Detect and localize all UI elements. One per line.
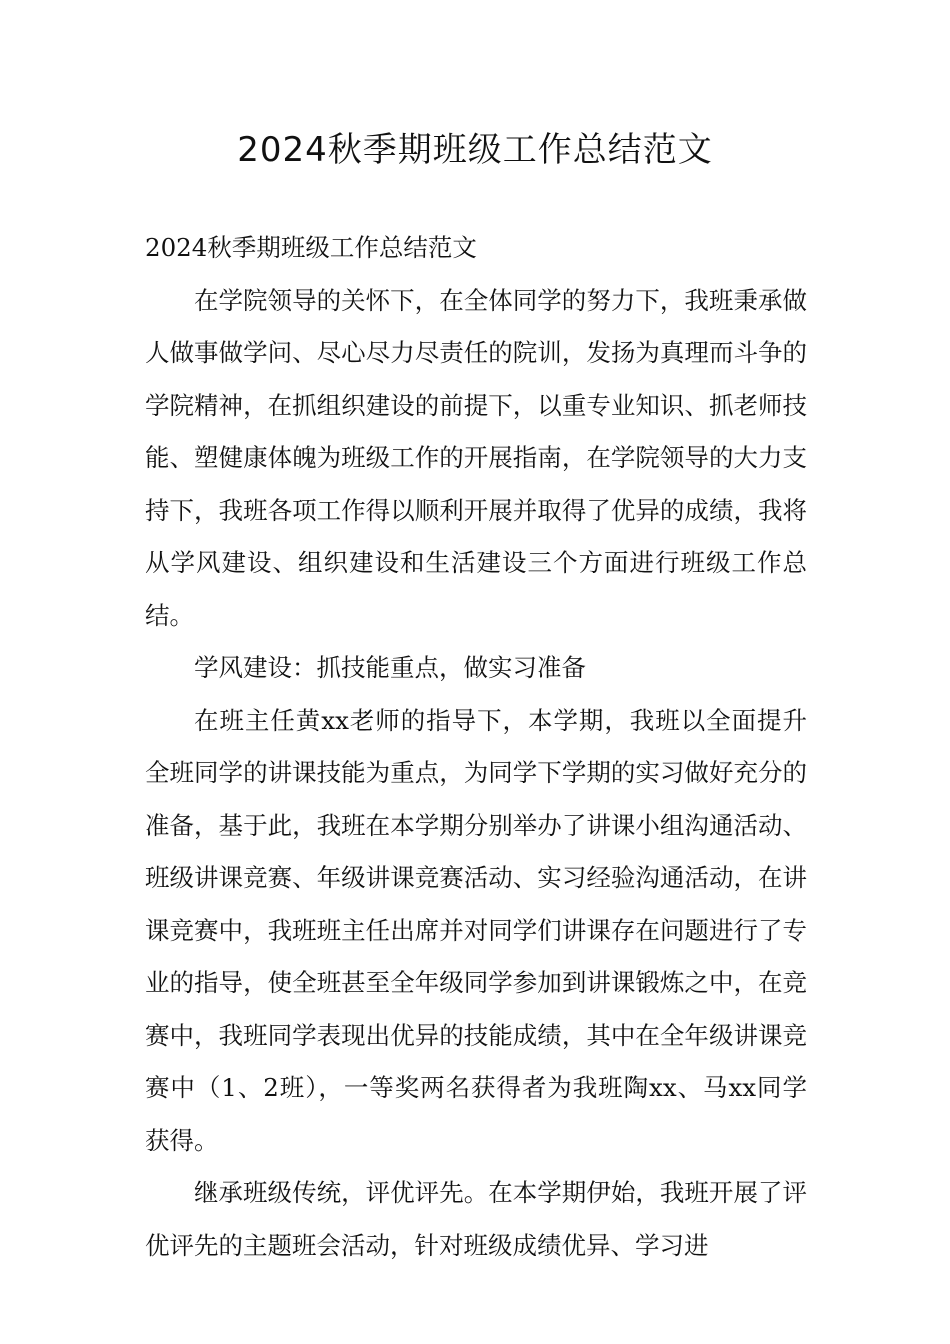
subtitle-paragraph: 2024秋季期班级工作总结范文 <box>145 233 477 262</box>
document-body <box>145 222 807 1272</box>
body-paragraph: 在班主任黄xx老师的指导下，本学期，我班以全面提升全班同学的讲课技能为重点，为同学下学期的实习做好充分的准备，基于此，我班在本学期分别举办了讲课小组沟通活动、班级讲课竞赛、年级讲课竞赛活动、实习经验沟通活动，在讲课竞赛中，我班班主任出席并对同学们讲课存在问题进行了专业的指导，使全班甚至全年级同学参加到讲课锻炼之中，在竞赛中，我班同学表现出优异的技能成绩，其中在全年级讲课竞赛中（1、2班），一等奖两名获得者为我班陶xx、马xx同学获得。 <box>145 705 807 1155</box>
body-paragraph: 继承班级传统，评优评先。在本学期伊始，我班开展了评优评先的主题班会活动，针对班级成绩优异、学习进 <box>145 1178 807 1260</box>
intro-paragraph: 在学院领导的关怀下，在全体同学的努力下，我班秉承做人做事做学问、尽心尽力尽责任的院训，发扬为真理而斗争的学院精神，在抓组织建设的前提下，以重专业知识、抓老师技能、塑健康体魄为班级工作的开展指南，在学院领导的大力支持下，我班各项工作得以顺利开展并取得了优异的成绩，我将从学风建设、组织建设和生活建设三个方面进行班级工作总结。 <box>145 285 807 630</box>
section-heading: 学风建设：抓技能重点，做实习准备 <box>194 653 586 682</box>
document-title: 2024秋季期班级工作总结范文 <box>237 130 713 170</box>
